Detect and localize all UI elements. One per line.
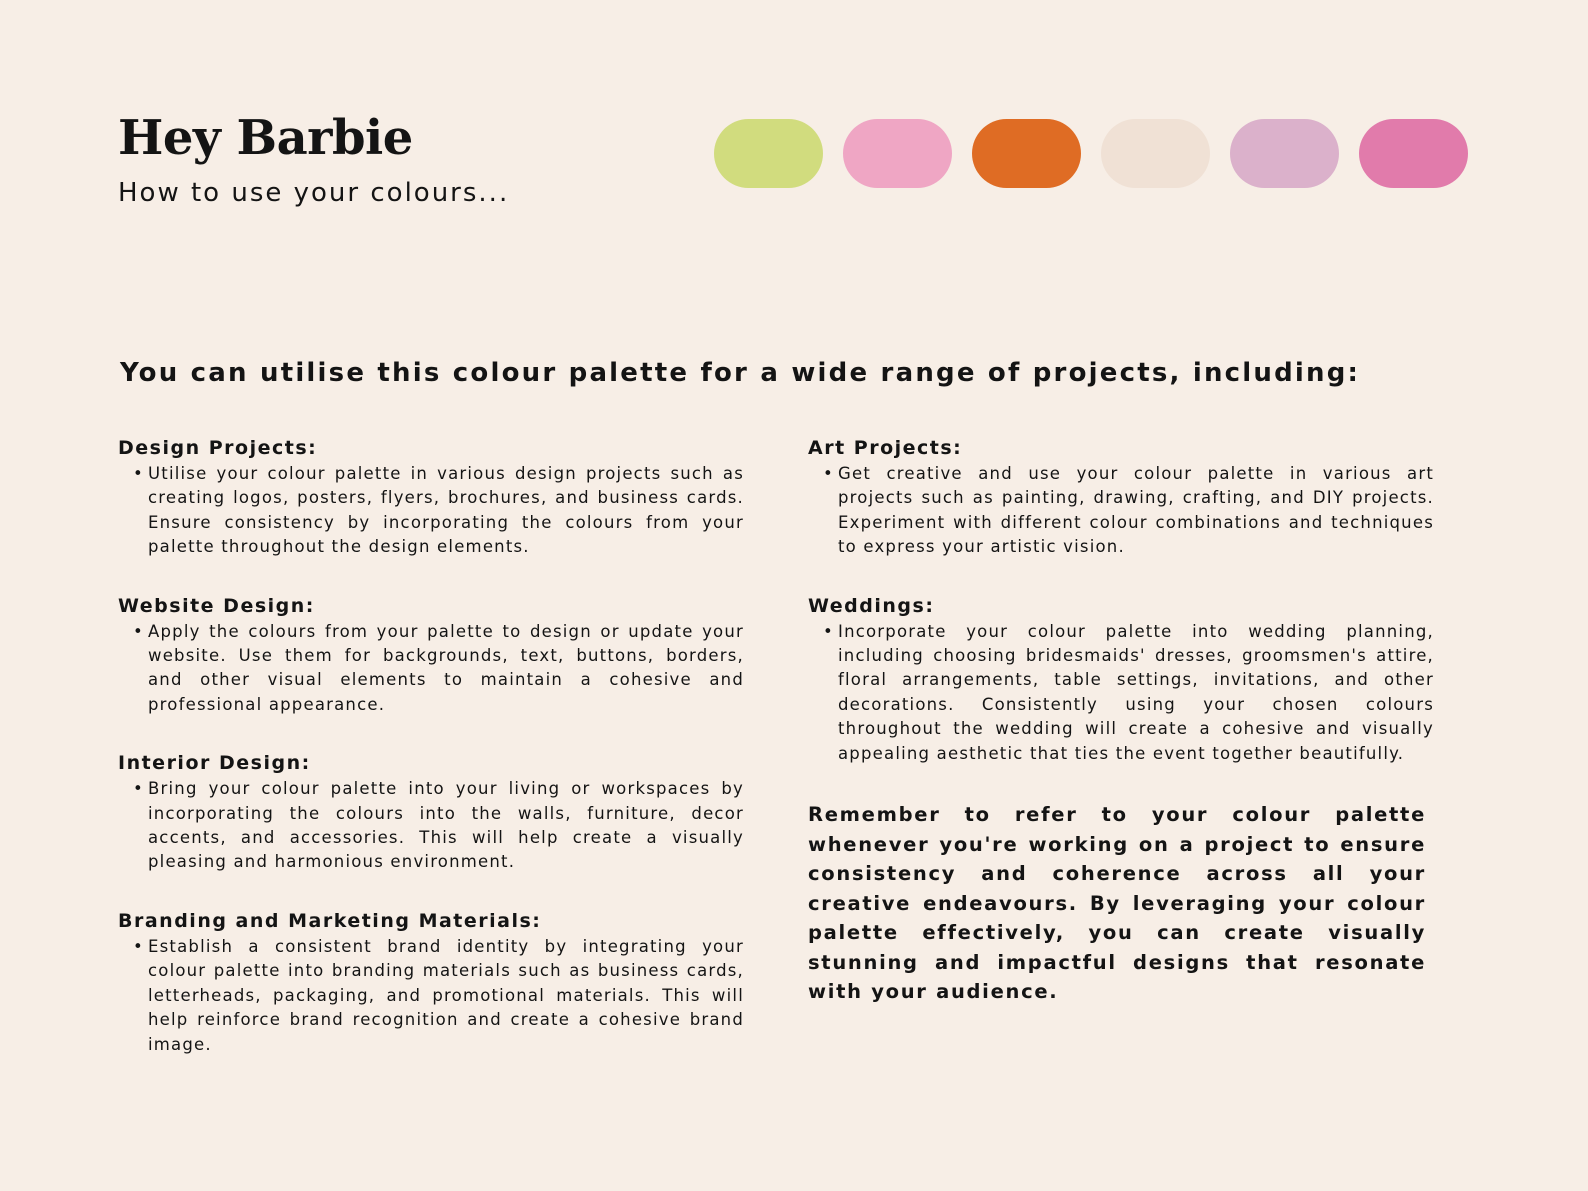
intro-heading: You can utilise this colour palette for a wide range of projects, including: bbox=[120, 358, 1361, 388]
section-design-projects bbox=[118, 436, 744, 560]
right-column bbox=[808, 436, 1434, 1007]
swatch-cream bbox=[1101, 119, 1210, 188]
list-item: • Incorporate your colour palette into wedding planning, including choosing bridesmaids' dresses, groomsmen's attire, floral arrangements, table settings, invitations, and other decorations. Consistently using your chosen colours throughout the wedding will create a cohesive and visually appealing aesthetic that ties the event together beautifully. bbox=[838, 620, 1434, 766]
bullet-list bbox=[808, 462, 1434, 560]
bullet-list bbox=[118, 935, 744, 1057]
section-heading: Weddings: bbox=[808, 594, 935, 617]
page-title: Hey Barbie bbox=[118, 110, 413, 166]
section-heading: Website Design: bbox=[118, 594, 315, 617]
section-heading: Design Projects: bbox=[118, 437, 318, 459]
bullet-list bbox=[118, 620, 744, 718]
swatch-lime bbox=[714, 119, 823, 188]
section-heading: Art Projects: bbox=[808, 437, 963, 459]
section-heading: Branding and Marketing Materials: bbox=[118, 909, 542, 932]
list-item: • Apply the colours from your palette to design or update your website. Use them for backgrounds, text, buttons, borders, and other visual elements to maintain a cohesive and professional appearance. bbox=[148, 620, 744, 718]
bullet-list bbox=[118, 462, 744, 560]
list-item: • Get creative and use your colour palette in various art projects such as painting, drawing, crafting, and DIY projects. Experiment with different colour combinations and techniques to express your artistic vision. bbox=[838, 462, 1434, 560]
bullet-list bbox=[808, 620, 1434, 766]
list-item: • Bring your colour palette into your living or workspaces by incorporating the colours into the walls, furniture, decor accents, and accessories. This will help create a visually pleasing and harmonious environment. bbox=[148, 777, 744, 875]
closing-note: Remember to refer to your colour palette whenever you're working on a project to ensure consistency and coherence across all your creative endeavours. By leveraging your colour palette effectively, you can create visually stunning and impactful designs that resonate with your audience. bbox=[808, 803, 1426, 1004]
swatch-lilac bbox=[1230, 119, 1339, 188]
swatch-orange bbox=[972, 119, 1081, 188]
section-art-projects bbox=[808, 436, 1434, 560]
list-item: • Utilise your colour palette in various design projects such as creating logos, posters, flyers, brochures, and business cards. Ensure consistency by incorporating the colours from your palette throughout the design elements. bbox=[148, 462, 744, 560]
swatch-light-pink bbox=[843, 119, 952, 188]
bullet-list bbox=[118, 777, 744, 875]
section-website-design bbox=[118, 594, 744, 718]
section-branding-marketing bbox=[118, 909, 744, 1057]
section-interior-design bbox=[118, 751, 744, 875]
left-column bbox=[118, 436, 744, 1091]
list-item: • Establish a consistent brand identity by integrating your colour palette into branding materials such as business cards, letterheads, packaging, and promotional materials. This will help reinforce brand recognition and create a cohesive brand image. bbox=[148, 935, 744, 1057]
colour-palette bbox=[714, 119, 1468, 188]
section-heading: Interior Design: bbox=[118, 752, 311, 775]
section-weddings bbox=[808, 594, 1434, 766]
swatch-hot-pink bbox=[1359, 119, 1468, 188]
page-subtitle: How to use your colours... bbox=[118, 178, 510, 208]
